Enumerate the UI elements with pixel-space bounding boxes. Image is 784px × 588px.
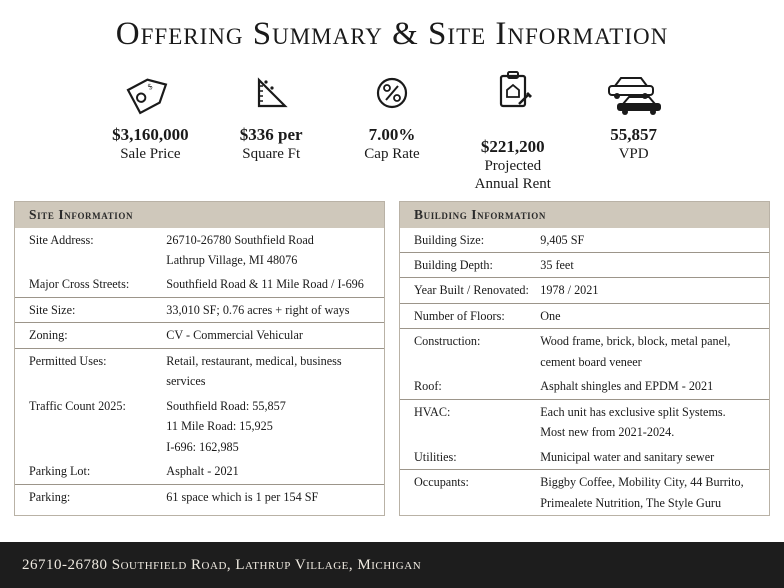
building-information-table <box>399 201 770 517</box>
triangle-ruler-icon <box>211 67 332 119</box>
row-key: Parking Lot: <box>15 459 166 484</box>
highlight-annual-rent <box>452 67 573 193</box>
highlight-label-line1: Projected <box>484 157 542 174</box>
row-value: Retail, restaurant, medical, business <box>166 353 342 368</box>
table-row <box>400 374 769 399</box>
table-row <box>400 470 769 495</box>
row-key: Utilities: <box>400 445 540 470</box>
highlight-label: Sale Price <box>120 145 181 162</box>
table-row <box>15 394 384 418</box>
row-key-empty <box>15 418 166 438</box>
row-value: Southfield Road: 55,857 <box>166 398 286 413</box>
row-value: services <box>166 374 206 389</box>
table-row <box>400 329 769 354</box>
highlight-cap-rate <box>332 67 453 163</box>
table-row <box>15 228 384 252</box>
percent-circle-icon <box>332 67 453 119</box>
table-row <box>15 297 384 322</box>
row-value: Municipal water and sanitary sewer <box>540 445 769 470</box>
table-row <box>400 445 769 470</box>
table-row <box>15 252 384 272</box>
highlight-price-per-sf <box>211 67 332 163</box>
svg-text:$: $ <box>146 81 155 92</box>
row-key: Year Built / Renovated: <box>400 278 540 303</box>
table-row <box>15 459 384 484</box>
clipboard-house-icon <box>452 67 573 119</box>
row-key: Number of Floors: <box>400 303 540 328</box>
row-value: 35 feet <box>540 253 769 278</box>
table-row <box>15 373 384 393</box>
row-key: Major Cross Streets: <box>15 272 166 297</box>
row-value: 9,405 SF <box>540 228 769 253</box>
row-value: One <box>540 303 769 328</box>
row-key-empty <box>400 354 540 374</box>
site-information-table <box>14 201 385 517</box>
row-key: Zoning: <box>15 323 166 348</box>
row-value: Southfield Road & 11 Mile Road / I-696 <box>166 272 384 297</box>
row-key: Site Address: <box>29 232 94 247</box>
row-value: Each unit has exclusive split Systems. <box>540 404 726 419</box>
highlights-strip <box>0 53 784 193</box>
table-row <box>400 228 769 253</box>
table-row <box>400 303 769 328</box>
highlight-label: Square Ft <box>242 145 301 162</box>
table-row <box>15 418 384 438</box>
table-row <box>400 424 769 444</box>
row-key: Construction: <box>414 334 481 349</box>
row-key-empty <box>400 424 540 444</box>
table-row <box>400 354 769 374</box>
table-row <box>400 278 769 303</box>
row-value: Wood frame, brick, block, metal panel, <box>540 334 731 349</box>
row-value: cement board veneer <box>540 354 642 369</box>
table-row <box>15 323 384 348</box>
row-key-empty <box>15 439 166 459</box>
table-row <box>400 399 769 424</box>
table-row <box>15 348 384 373</box>
highlight-value: 55,857 <box>610 125 657 144</box>
table-row <box>15 484 384 509</box>
row-value: Primealete Nutrition, The Style Guru <box>540 495 722 510</box>
price-tag-icon <box>90 67 211 119</box>
row-key: Building Size: <box>400 228 540 253</box>
row-key-empty <box>400 495 540 515</box>
row-value: Most new from 2021-2024. <box>540 425 675 440</box>
footer-text: 26710-26780 Southfield Road, Lathrup Village, Michigan <box>22 556 422 573</box>
highlight-label: Cap Rate <box>364 145 420 162</box>
row-value: 61 space which is 1 per 154 SF <box>166 489 319 504</box>
highlight-value: $221,200 <box>480 137 545 156</box>
row-key: HVAC: <box>414 404 451 419</box>
footer-address <box>0 542 784 588</box>
row-value: Asphalt - 2021 <box>166 459 384 484</box>
row-key: Building Depth: <box>400 253 540 278</box>
info-tables <box>0 193 784 517</box>
row-key: Site Size: <box>15 297 166 322</box>
cars-icon <box>573 67 694 119</box>
row-value: CV - Commercial Vehicular <box>166 323 384 348</box>
row-value: 33,010 SF; 0.76 acres + right of ways <box>166 297 384 322</box>
page-title: Offering Summary & Site Information <box>115 16 669 52</box>
row-key-empty <box>15 373 166 393</box>
table-row <box>400 253 769 278</box>
highlight-label: VPD <box>618 145 649 162</box>
table-row <box>15 439 384 459</box>
row-key-empty <box>15 252 166 272</box>
row-key: Parking: <box>29 489 71 504</box>
highlight-value: $336 per <box>239 125 303 144</box>
row-value: 26710-26780 Southfield Road <box>166 232 314 247</box>
row-key: Occupants: <box>414 475 469 490</box>
row-key: Permitted Uses: <box>29 353 107 368</box>
table-row <box>400 495 769 515</box>
row-key: Traffic Count 2025: <box>29 398 126 413</box>
row-value: I-696: 162,985 <box>166 439 239 454</box>
table-row <box>15 272 384 297</box>
highlight-value: 7.00% <box>368 125 416 144</box>
site-information-header: Site Information <box>15 202 384 228</box>
highlight-sale-price <box>90 67 211 163</box>
row-value: Lathrup Village, MI 48076 <box>166 253 298 268</box>
row-value: 11 Mile Road: 15,925 <box>166 419 273 434</box>
row-value: 1978 / 2021 <box>540 278 769 303</box>
row-key: Roof: <box>400 374 540 399</box>
highlight-vpd <box>573 67 694 163</box>
highlight-label-line2: Annual Rent <box>474 175 551 192</box>
highlight-value: $3,160,000 <box>112 125 189 144</box>
row-value: Biggby Coffee, Mobility City, 44 Burrito, <box>540 475 744 490</box>
building-information-header: Building Information <box>400 202 769 228</box>
row-value: Asphalt shingles and EPDM - 2021 <box>540 374 769 399</box>
